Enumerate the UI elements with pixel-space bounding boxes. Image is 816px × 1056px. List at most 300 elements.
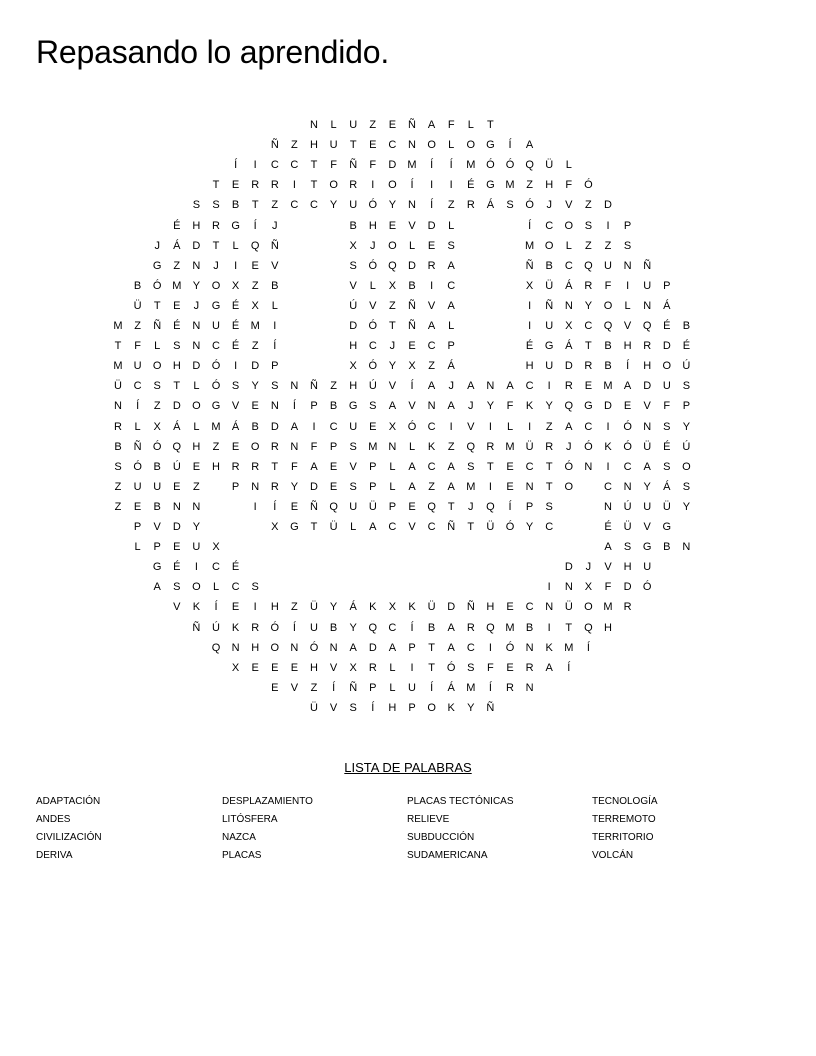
grid-letter: S	[349, 259, 357, 272]
grid-letter: V	[153, 521, 161, 533]
grid-letter: H	[212, 460, 220, 473]
grid-letter: E	[329, 460, 338, 473]
grid-letter: Ñ	[545, 299, 554, 312]
grid-letter: A	[427, 119, 436, 131]
grid-letter: Ó	[368, 259, 378, 272]
grid-letter: Ú	[682, 360, 691, 373]
grid-letter: P	[408, 641, 416, 654]
grid-letter: T	[428, 661, 435, 674]
grid-letter: Y	[486, 400, 495, 413]
grid-letter: É	[173, 561, 181, 574]
grid-letter: C	[466, 641, 475, 654]
grid-letter: Á	[173, 239, 181, 252]
grid-letter: Q	[525, 159, 534, 172]
grid-letter: D	[251, 360, 260, 373]
grid-letter: A	[525, 139, 534, 152]
grid-letter: R	[466, 199, 475, 212]
grid-letter: R	[545, 440, 554, 453]
grid-letter: A	[349, 641, 357, 654]
grid-letter: B	[604, 340, 612, 353]
grid-letter: Y	[682, 500, 691, 513]
grid-letter: N	[290, 440, 299, 453]
grid-letter: X	[525, 279, 534, 292]
grid-letter: T	[173, 380, 181, 393]
grid-letter: C	[212, 340, 220, 353]
grid-letter: N	[251, 480, 260, 493]
grid-letter: G	[544, 340, 554, 353]
grid-letter: É	[467, 179, 475, 192]
grid-letter: L	[389, 480, 396, 493]
grid-letter: M	[505, 440, 515, 453]
word-list-column	[222, 796, 407, 868]
grid-letter: X	[388, 420, 397, 433]
grid-letter: L	[467, 119, 474, 131]
grid-letter: Ñ	[408, 119, 416, 131]
grid-letter: C	[427, 521, 436, 533]
grid-letter: L	[134, 541, 141, 554]
grid-letter: S	[682, 480, 691, 493]
grid-letter: O	[211, 279, 221, 292]
grid-letter: F	[663, 400, 671, 413]
grid-letter: Z	[271, 199, 279, 212]
grid-letter: D	[604, 400, 612, 413]
grid-letter: N	[545, 601, 554, 614]
grid-letter: E	[408, 500, 416, 513]
word-list-column	[36, 796, 221, 868]
grid-letter: V	[408, 521, 416, 533]
grid-letter: D	[172, 400, 181, 413]
grid-letter: A	[447, 460, 455, 473]
grid-letter: E	[231, 601, 240, 614]
word-list-item: TERREMOTO	[592, 814, 656, 825]
grid-letter: C	[623, 460, 632, 473]
grid-letter: B	[114, 440, 122, 453]
grid-letter: E	[251, 400, 259, 413]
grid-letter: T	[487, 119, 494, 131]
grid-letter: Q	[603, 320, 613, 332]
grid-letter: C	[270, 159, 279, 172]
grid-letter: S	[682, 380, 691, 393]
grid-letter: S	[369, 400, 377, 413]
grid-letter: M	[505, 179, 515, 192]
grid-letter: I	[430, 279, 434, 292]
grid-letter: I	[194, 561, 198, 574]
grid-letter: Í	[234, 159, 238, 172]
grid-letter: Z	[545, 420, 553, 433]
grid-letter: U	[212, 320, 220, 332]
grid-letter: N	[623, 259, 632, 272]
grid-letter: Ñ	[466, 601, 475, 614]
grid-letter: P	[663, 279, 671, 292]
grid-letter: Ú	[623, 500, 632, 513]
grid-letter: O	[388, 179, 397, 192]
grid-letter: N	[525, 480, 534, 493]
grid-letter: O	[427, 701, 436, 714]
grid-letter: L	[134, 420, 141, 433]
grid-letter: L	[193, 420, 200, 433]
grid-letter: O	[329, 179, 338, 192]
grid-letter: I	[606, 460, 610, 473]
grid-letter: J	[468, 500, 474, 513]
grid-letter: D	[427, 219, 436, 232]
grid-letter: K	[369, 601, 377, 614]
grid-letter: Z	[585, 199, 592, 212]
grid-letter: B	[271, 279, 279, 292]
grid-letter: X	[349, 360, 357, 373]
grid-letter: T	[251, 199, 259, 212]
grid-letter: D	[408, 259, 416, 272]
grid-letter: S	[173, 340, 181, 353]
grid-letter: H	[623, 340, 632, 353]
grid-letter: I	[253, 601, 257, 614]
grid-letter: P	[271, 360, 279, 373]
grid-letter: A	[369, 521, 377, 533]
grid-letter: O	[682, 460, 691, 473]
grid-letter: M	[525, 239, 535, 252]
grid-letter: Ó	[368, 360, 378, 373]
grid-letter: R	[525, 661, 534, 674]
grid-letter: C	[584, 320, 593, 332]
grid-letter: N	[525, 681, 534, 694]
grid-letter: R	[643, 340, 652, 353]
grid-letter: E	[271, 681, 279, 694]
grid-letter: A	[388, 400, 397, 413]
grid-letter: Ó	[211, 360, 221, 373]
grid-letter: D	[270, 420, 279, 433]
grid-letter: X	[231, 661, 240, 674]
grid-letter: K	[231, 621, 240, 634]
grid-letter: I	[449, 420, 453, 433]
grid-letter: S	[467, 460, 475, 473]
grid-letter: N	[564, 299, 573, 312]
grid-letter: U	[349, 119, 358, 131]
grid-letter: Ü	[114, 380, 122, 393]
grid-letter: G	[290, 521, 299, 533]
grid-letter: P	[408, 701, 416, 714]
grid-letter: B	[545, 259, 553, 272]
grid-letter: Ü	[329, 521, 338, 533]
grid-letter: L	[448, 139, 455, 152]
grid-letter: F	[604, 581, 612, 594]
grid-letter: G	[211, 299, 221, 312]
grid-letter: D	[368, 641, 377, 654]
grid-letter: Ó	[623, 420, 632, 433]
grid-letter: Í	[430, 199, 434, 212]
grid-letter: V	[604, 561, 612, 574]
grid-letter: G	[348, 400, 358, 413]
grid-letter: S	[271, 380, 279, 393]
grid-letter: I	[606, 219, 610, 232]
grid-letter: A	[310, 460, 318, 473]
grid-letter: B	[525, 621, 534, 634]
grid-letter: T	[389, 320, 396, 332]
grid-letter: N	[192, 320, 201, 332]
grid-letter: K	[192, 601, 201, 614]
grid-letter: N	[192, 340, 201, 353]
grid-letter: U	[408, 681, 416, 694]
grid-letter: H	[525, 360, 534, 373]
grid-letter: Ó	[368, 199, 378, 212]
grid-letter: R	[251, 621, 260, 634]
grid-letter: B	[663, 541, 671, 554]
grid-letter: R	[427, 259, 436, 272]
grid-letter: K	[545, 641, 553, 654]
grid-letter: L	[389, 681, 396, 694]
grid-letter: E	[251, 661, 259, 674]
grid-letter: Y	[251, 380, 259, 393]
grid-letter: Ó	[368, 320, 378, 332]
grid-letter: Í	[586, 641, 590, 654]
grid-letter: H	[349, 380, 358, 393]
grid-letter: L	[565, 239, 572, 252]
grid-letter: V	[231, 400, 240, 413]
grid-letter: R	[506, 681, 514, 694]
grid-letter: X	[349, 239, 357, 252]
grid-letter: Ü	[525, 440, 534, 453]
grid-letter: O	[544, 239, 554, 252]
grid-letter: N	[290, 380, 299, 393]
grid-letter: L	[212, 581, 220, 594]
grid-letter: Ñ	[486, 701, 495, 714]
grid-letter: P	[153, 541, 161, 554]
grid-letter: Í	[292, 400, 296, 413]
grid-letter: S	[623, 239, 632, 252]
grid-letter: M	[466, 159, 476, 172]
grid-letter: M	[113, 360, 123, 373]
grid-letter: Ñ	[643, 259, 652, 272]
grid-letter: G	[486, 179, 495, 192]
grid-letter: Y	[467, 701, 475, 714]
grid-letter: B	[349, 219, 357, 232]
grid-letter: Í	[528, 219, 532, 232]
grid-letter: U	[604, 259, 612, 272]
word-list-item: ANDES	[36, 814, 71, 825]
grid-letter: F	[604, 279, 612, 292]
grid-letter: A	[447, 641, 455, 654]
grid-letter: Ó	[525, 199, 534, 212]
grid-letter: C	[329, 420, 338, 433]
grid-letter: S	[192, 199, 201, 212]
grid-letter: M	[505, 621, 515, 634]
grid-letter: S	[153, 380, 161, 393]
grid-letter: F	[369, 159, 377, 172]
grid-letter: V	[427, 299, 436, 312]
grid-letter: H	[486, 601, 495, 614]
grid-letter: T	[585, 340, 592, 353]
grid-letter: Y	[192, 521, 201, 533]
grid-letter: V	[408, 219, 416, 232]
grid-letter: H	[604, 621, 612, 634]
grid-letter: R	[466, 621, 475, 634]
grid-letter: L	[565, 159, 572, 172]
grid-letter: Ó	[505, 159, 515, 172]
grid-letter: A	[623, 380, 632, 393]
grid-letter: É	[604, 521, 612, 533]
grid-letter: Ó	[584, 440, 593, 453]
grid-letter: I	[312, 420, 316, 433]
grid-letter: S	[663, 420, 671, 433]
grid-letter: Ú	[368, 380, 377, 393]
grid-letter: L	[193, 380, 200, 393]
grid-letter: L	[350, 521, 357, 533]
grid-letter: Ñ	[349, 159, 358, 172]
grid-letter: S	[212, 199, 220, 212]
grid-letter: B	[427, 621, 436, 634]
grid-letter: B	[682, 320, 691, 332]
grid-letter: Z	[428, 360, 435, 373]
grid-letter: M	[407, 159, 417, 172]
grid-letter: N	[408, 139, 416, 152]
grid-letter: R	[368, 661, 377, 674]
grid-letter: G	[486, 139, 495, 152]
grid-letter: Ó	[270, 621, 280, 634]
grid-letter: G	[152, 561, 162, 574]
word-list-item: TERRITORIO	[592, 832, 654, 843]
grid-letter: R	[270, 480, 279, 493]
grid-letter: U	[310, 621, 318, 634]
grid-letter: N	[584, 460, 593, 473]
grid-letter: Ñ	[447, 521, 456, 533]
grid-letter: C	[427, 420, 436, 433]
grid-letter: M	[466, 681, 476, 694]
grid-letter: Ü	[545, 279, 554, 292]
grid-letter: Í	[508, 139, 512, 152]
grid-letter: C	[564, 259, 573, 272]
grid-letter: M	[172, 279, 182, 292]
grid-letter: Í	[136, 400, 140, 413]
grid-letter: P	[525, 500, 534, 513]
grid-letter: E	[271, 661, 279, 674]
grid-letter: Ü	[427, 601, 436, 614]
grid-letter: É	[231, 299, 240, 312]
grid-letter: E	[369, 139, 377, 152]
word-list-item: NAZCA	[222, 832, 256, 843]
grid-letter: Í	[410, 179, 414, 192]
grid-letter: C	[212, 561, 220, 574]
grid-letter: Ñ	[525, 259, 534, 272]
grid-letter: J	[213, 259, 219, 272]
grid-letter: J	[370, 239, 376, 252]
grid-letter: N	[231, 641, 240, 654]
grid-letter: E	[290, 500, 299, 513]
grid-letter: X	[153, 420, 161, 433]
grid-letter: G	[584, 400, 593, 413]
grid-letter: Ó	[486, 159, 495, 172]
grid-letter: A	[506, 380, 514, 393]
grid-letter: N	[408, 199, 416, 212]
grid-letter: Ó	[564, 460, 574, 473]
grid-letter: T	[467, 521, 475, 533]
grid-letter: Ó	[133, 460, 142, 473]
grid-letter: S	[251, 581, 259, 594]
word-list-item: DESPLAZAMIENTO	[222, 796, 313, 807]
grid-letter: V	[388, 380, 397, 393]
grid-letter: Z	[447, 440, 455, 453]
grid-letter: I	[273, 320, 277, 332]
grid-letter: Í	[508, 500, 512, 513]
grid-letter: V	[565, 199, 573, 212]
grid-letter: Q	[211, 641, 221, 654]
grid-letter: Ü	[310, 701, 318, 714]
grid-letter: J	[585, 561, 592, 574]
grid-letter: A	[447, 299, 455, 312]
grid-letter: G	[231, 219, 240, 232]
grid-letter: C	[133, 380, 142, 393]
grid-letter: L	[448, 320, 455, 332]
grid-letter: R	[270, 179, 279, 192]
grid-letter: L	[330, 119, 337, 131]
grid-letter: R	[584, 360, 593, 373]
grid-letter: Z	[173, 259, 181, 272]
grid-letter: L	[154, 340, 161, 353]
grid-letter: U	[545, 360, 554, 373]
grid-letter: Y	[329, 601, 338, 614]
grid-letter: D	[564, 561, 573, 574]
grid-letter: E	[290, 661, 299, 674]
grid-letter: É	[663, 320, 671, 332]
grid-letter: E	[251, 259, 259, 272]
grid-letter: H	[310, 139, 318, 152]
grid-letter: P	[623, 219, 632, 232]
word-list-column	[592, 796, 777, 868]
grid-letter: Ü	[643, 440, 652, 453]
grid-letter: Q	[329, 500, 338, 513]
grid-letter: X	[251, 299, 259, 312]
grid-letter: A	[447, 621, 455, 634]
grid-letter: P	[369, 460, 377, 473]
grid-letter: N	[604, 500, 612, 513]
grid-letter: H	[172, 360, 181, 373]
grid-letter: J	[193, 299, 200, 312]
grid-letter: Y	[682, 420, 691, 433]
grid-letter: A	[447, 480, 455, 493]
grid-letter: Y	[643, 480, 651, 493]
grid-letter: É	[525, 340, 534, 353]
grid-letter: O	[152, 360, 162, 373]
grid-letter: Á	[565, 279, 573, 292]
grid-letter: S	[349, 701, 357, 714]
grid-letter: Á	[663, 299, 671, 312]
grid-letter: Ñ	[153, 320, 162, 332]
grid-letter: E	[506, 601, 514, 614]
grid-letter: Ü	[310, 601, 318, 614]
grid-letter: O	[388, 239, 397, 252]
grid-letter: M	[466, 480, 476, 493]
grid-letter: I	[488, 420, 492, 433]
grid-letter: I	[234, 360, 238, 373]
grid-letter: I	[626, 279, 630, 292]
grid-letter: A	[565, 420, 573, 433]
grid-letter: Í	[214, 601, 218, 614]
grid-letter: V	[408, 400, 416, 413]
grid-letter: G	[662, 521, 672, 533]
grid-letter: V	[467, 420, 475, 433]
grid-letter: L	[506, 420, 514, 433]
grid-letter: Y	[192, 279, 201, 292]
grid-letter: Ó	[642, 581, 652, 594]
grid-letter: É	[173, 320, 181, 332]
grid-letter: L	[389, 661, 396, 674]
grid-letter: Í	[567, 661, 571, 674]
grid-letter: T	[310, 521, 318, 533]
grid-letter: Í	[292, 621, 296, 634]
grid-letter: Y	[290, 480, 299, 493]
grid-letter: N	[270, 400, 279, 413]
grid-letter: M	[564, 641, 574, 654]
grid-letter: Y	[545, 400, 553, 413]
grid-letter: R	[231, 460, 240, 473]
grid-letter: Z	[251, 340, 259, 353]
